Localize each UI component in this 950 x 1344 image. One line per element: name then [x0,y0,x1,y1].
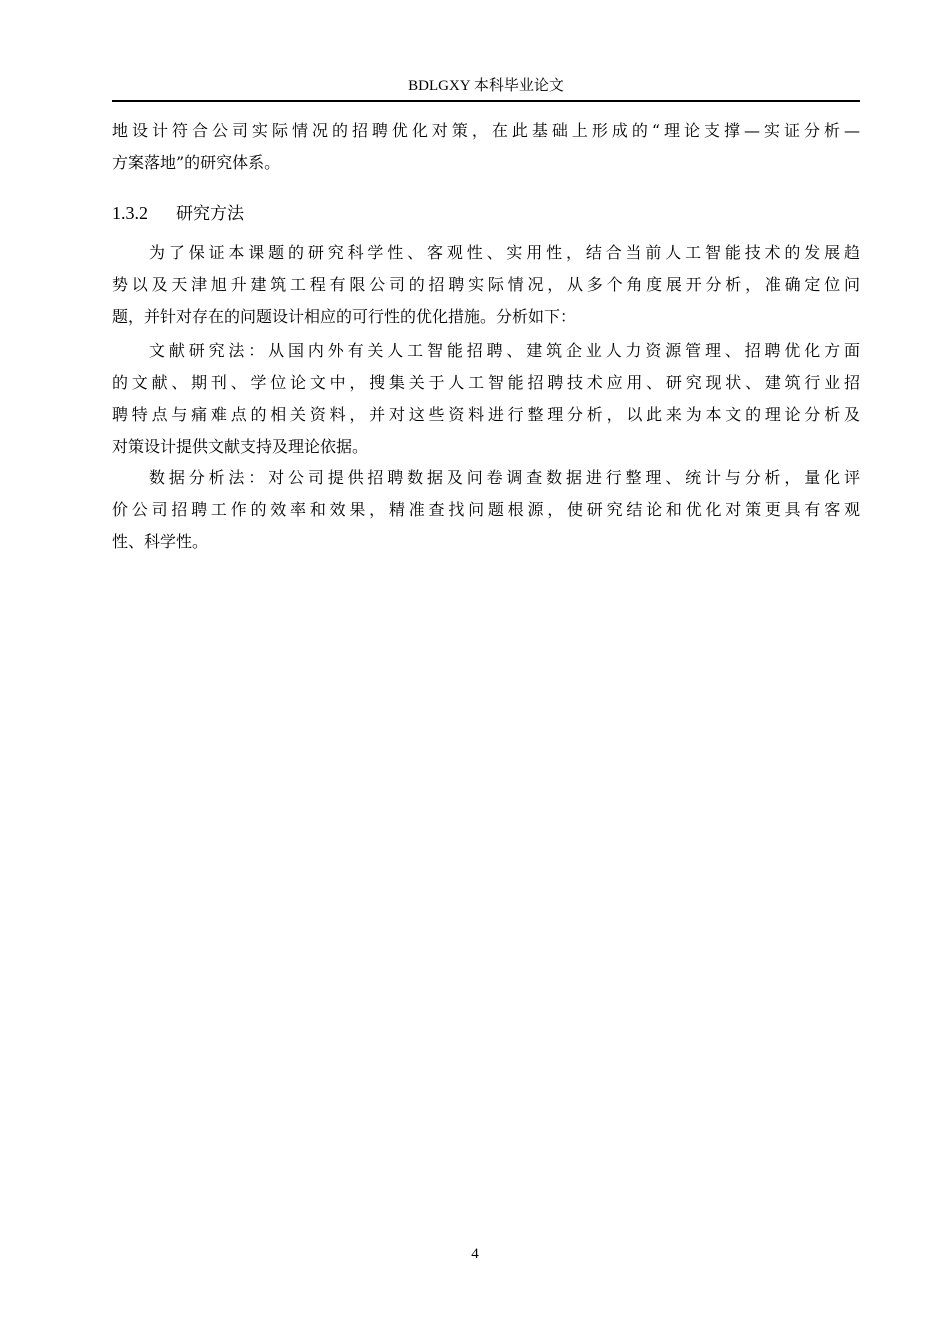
paragraph-line: 性、科学性。 [112,532,209,551]
paragraph-line: 题，并针对存在的问题设计相应的可行性的优化措施。分析如下： [112,307,577,326]
continuation-paragraph [112,115,860,179]
paragraph-line: 文献研究法：从国内外有关人工智能招聘、建筑企业人力资源管理、招聘优化方面 [149,341,860,360]
section-number: 1.3.2 [112,203,148,223]
paragraph-line: 方案落地”的研究体系。 [112,153,281,172]
page-number-value: 4 [471,1246,479,1262]
section-title: 研究方法 [176,204,244,224]
paragraph-line: 为了保证本课题的研究科学性、客观性、实用性，结合当前人工智能技术的发展趋 [149,243,860,262]
section-heading [112,200,244,227]
page-header [112,76,860,100]
paragraph-line: 价公司招聘工作的效率和效果，精准查找问题根源，使研究结论和优化对策更具有客观 [112,500,860,519]
page-number [0,1244,950,1264]
header-title: BDLGXY 本科毕业论文 [408,78,564,94]
paragraph-line: 数据分析法：对公司提供招聘数据及问卷调查数据进行整理、统计与分析，量化评 [149,468,860,487]
paragraph-line: 对策设计提供文献支持及理论依据。 [112,437,369,456]
paragraph-literature-method [112,335,860,463]
paragraph-line: 地设计符合公司实际情况的招聘优化对策，在此基础上形成的“理论支撑—实证分析— [112,121,860,140]
paragraph-line: 的文献、期刊、学位论文中，搜集关于人工智能招聘技术应用、研究现状、建筑行业招 [112,373,860,392]
paragraph-line: 聘特点与痛难点的相关资料，并对这些资料进行整理分析，以此来为本文的理论分析及 [112,405,860,424]
paragraph-intro [112,237,860,333]
header-divider [112,100,860,102]
paragraph-data-method [112,462,860,558]
paragraph-line: 势以及天津旭升建筑工程有限公司的招聘实际情况，从多个角度展开分析，准确定位问 [112,275,860,294]
